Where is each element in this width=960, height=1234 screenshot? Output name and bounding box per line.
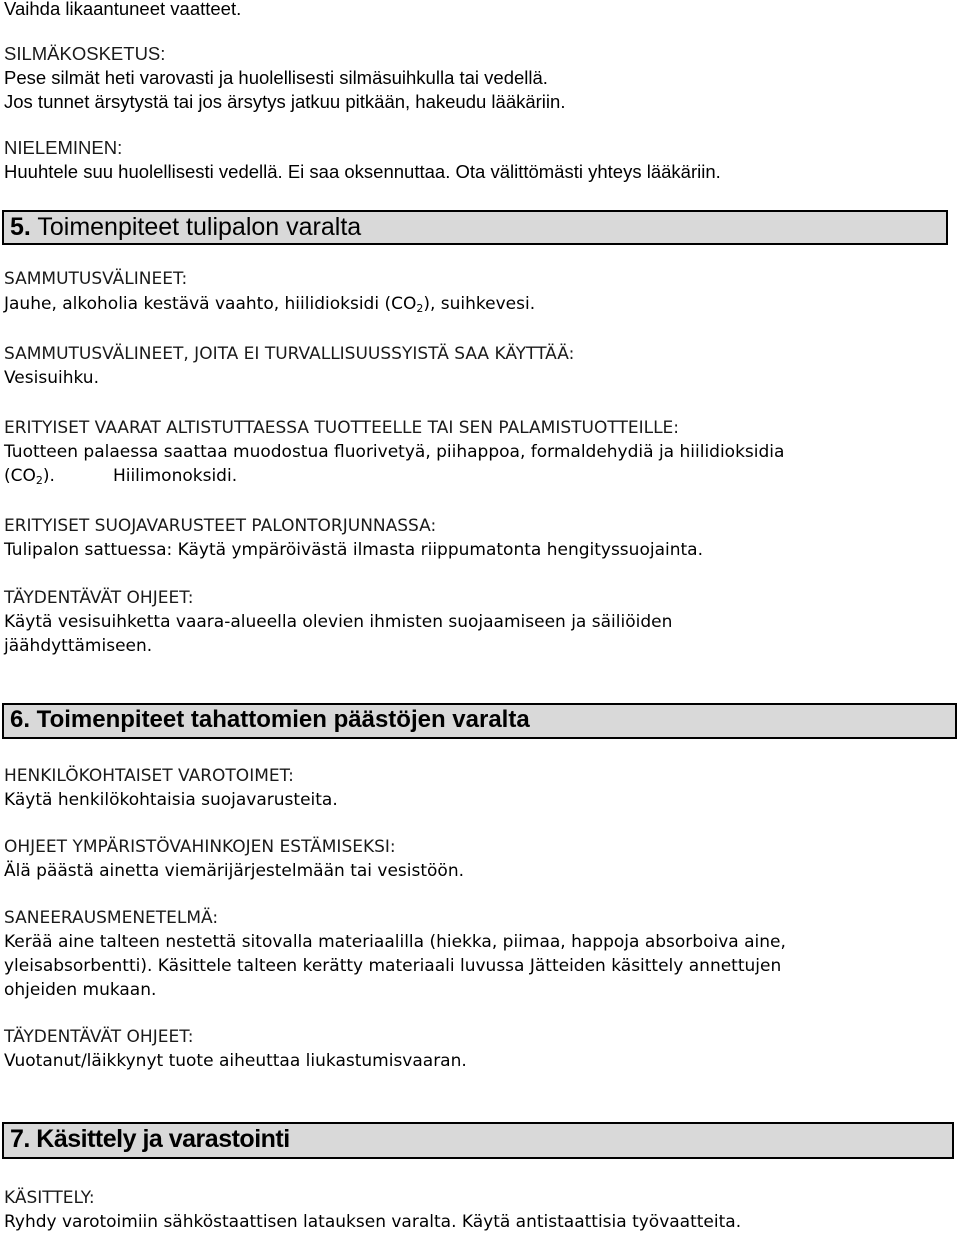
- section-title: Toimenpiteet tulipalon varalta: [37, 213, 362, 241]
- text-line: Tulipalon sattuessa: Käytä ympäröivästä ilmasta riippumatonta hengityssuojainta.: [4, 540, 703, 560]
- text-line: ohjeiden mukaan.: [4, 980, 157, 1000]
- text-line: Kerää aine talteen nestettä sitovalla materiaalilla (hiekka, piimaa, happoja absorboiva aine,: [4, 932, 786, 952]
- additional-instructions-label: TÄYDENTÄVÄT OHJEET:: [4, 1027, 194, 1047]
- protective-equipment-label: ERITYISET SUOJAVARUSTEET PALONTORJUNNASSA:: [4, 516, 437, 536]
- text-line: jäähdyttämiseen.: [4, 636, 153, 656]
- text-line: yleisabsorbentti). Käsittele talteen kerätty materiaali luvussa Jätteiden käsittely annettujen: [4, 956, 782, 976]
- section-5-header: [2, 210, 948, 245]
- section-7-header: 7. Käsittely ja varastointi: [2, 1122, 954, 1159]
- text-line: Jos tunnet ärsytystä tai jos ärsytys jatkuu pitkään, hakeudu lääkäriin.: [4, 91, 566, 112]
- ingestion-label: NIELEMINEN:: [4, 137, 123, 158]
- unsafe-media-label: SAMMUTUSVÄLINEET, JOITA EI TURVALLISUUSSYISTÄ SAA KÄYTTÄÄ:: [4, 344, 575, 364]
- handling-label: KÄSITTELY:: [4, 1188, 95, 1208]
- text-line: Vaihda likaantuneet vaatteet.: [4, 0, 242, 19]
- text-line: Pese silmät heti varovasti ja huolellisesti silmäsuihkulla tai vedellä.: [4, 67, 548, 88]
- section-number: 5.: [10, 213, 31, 241]
- extinguishing-media-text: Jauhe, alkoholia kestävä vaahto, hiilidioksidi $(CO_2)$, suihkevesi.: [4, 294, 536, 315]
- eye-contact-label: SILMÄKOSKETUS:: [4, 43, 166, 64]
- unsafe-media-text: Vesisuihku.: [4, 368, 99, 388]
- text-line: Tuotteen palaessa saattaa muodostua fluorivetyä, piihappoa, formaldehydiä ja hiilidioksidia: [4, 442, 785, 462]
- personal-precautions-label: HENKILÖKOHTAISET VAROTOIMET:: [4, 766, 294, 786]
- environmental-precautions-label: OHJEET YMPÄRISTÖVAHINKOJEN ESTÄMISEKSI:: [4, 837, 396, 857]
- text-line: Vuotanut/läikkynyt tuote aiheuttaa liukastumisvaaran.: [4, 1051, 467, 1071]
- special-hazards-label: ERITYISET VAARAT ALTISTUTTAESSA TUOTTEELLE TAI SEN PALAMISTUOTTEILLE:: [4, 418, 680, 438]
- text-line: Ryhdy varotoimiin sähköstaattisen latauksen varalta. Käytä antistaattisia työvaatteita.: [4, 1212, 742, 1232]
- cleanup-method-label: SANEERAUSMENETELMÄ:: [4, 908, 219, 928]
- section-6-header: 6. Toimenpiteet tahattomien päästöjen varalta: [2, 703, 957, 739]
- text-line: Käytä vesisuihketta vaara-alueella olevien ihmisten suojaamiseen ja säiliöiden: [4, 612, 673, 632]
- additional-instructions-label: TÄYDENTÄVÄT OHJEET:: [4, 588, 194, 608]
- text-line: Huuhtele suu huolellisesti vedellä. Ei saa oksennuttaa. Ota välittömästi yhteys lääkäriin.: [4, 161, 721, 182]
- text-line: $(CO_2)$. Hiilimonoksidi.: [4, 466, 238, 487]
- text-line: Käytä henkilökohtaisia suojavarusteita.: [4, 790, 338, 810]
- extinguishing-media-label: SAMMUTUSVÄLINEET:: [4, 269, 188, 289]
- text-line: Älä päästä ainetta viemärijärjestelmään tai vesistöön.: [4, 861, 465, 881]
